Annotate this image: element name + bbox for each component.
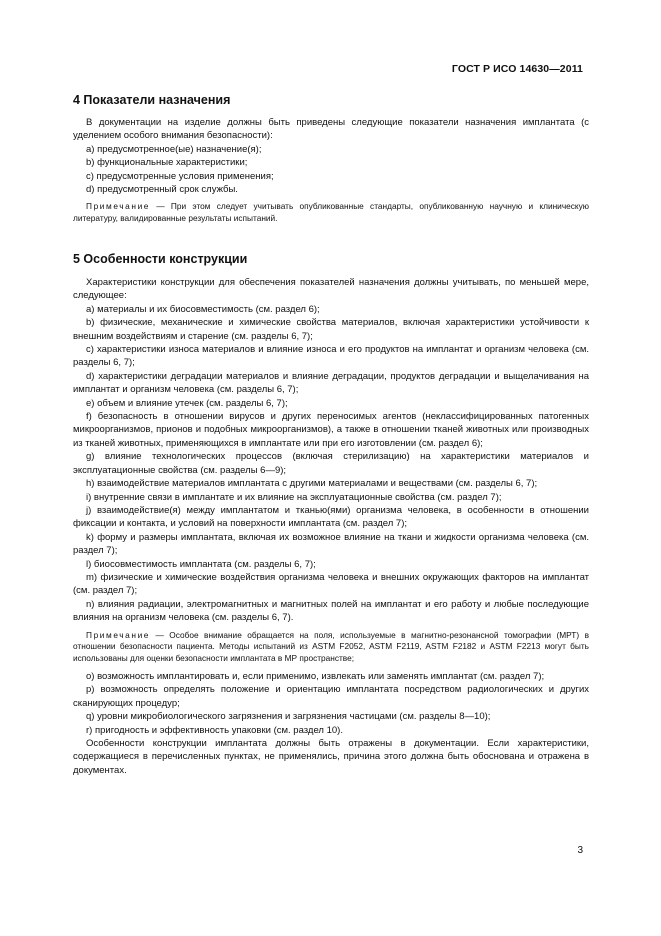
note-text: — При этом следует учитывать опубликованные стандарты, опубликованную научную и клиническую литературу, валидированные результаты испытаний. bbox=[73, 201, 589, 224]
list-item: q) уровни микробиологического загрязнения и загрязнения частицами (см. разделы 8—10); bbox=[86, 711, 491, 723]
section-5-closing: Особенности конструкции имплантата должны быть отражены в документации. Если характеристики, содержащиеся в перечисленных пунктах, не применялись, причина этого должна быть обоснована и отражена в документах. bbox=[73, 737, 589, 776]
list-item: d) предусмотренный срок службы. bbox=[86, 184, 238, 196]
list-item: r) пригодность и эффективность упаковки (см. раздел 10). bbox=[86, 724, 343, 736]
list-item: j) взаимодействие(я) между имплантатом и тканью(ями) организма человека, в особенности в отношении фиксации и контакта, и условий на поверхности имплантата (см. раздел 7); bbox=[73, 504, 589, 530]
list-item: m) физические и химические воздействия организма человека и внешних окружающих факторов на имплантат (см. раздел 7); bbox=[73, 571, 589, 597]
section-4-note bbox=[73, 201, 589, 225]
list-item: i) внутренние связи в имплантате и их влияние на эксплуатационные свойства (см. раздел 7); bbox=[86, 491, 502, 503]
section-5 bbox=[73, 252, 589, 777]
list-item: c) предусмотренные условия применения; bbox=[86, 170, 274, 182]
list-item: l) биосовместимость имплантата (см. разделы 6, 7); bbox=[86, 558, 316, 570]
section-4-title: 4 Показатели назначения bbox=[73, 93, 231, 107]
section-4-intro: В документации на изделие должны быть приведены следующие показатели назначения имплантата (с уделением особого внимания безопасности): bbox=[73, 117, 589, 142]
page-number: 3 bbox=[577, 845, 583, 856]
section-5-note bbox=[73, 630, 589, 665]
note-label: Примечание bbox=[86, 201, 151, 212]
list-item: a) предусмотренное(ые) назначение(я); bbox=[86, 143, 262, 155]
list-item: h) взаимодействие материалов имплантата с другими материалами и веществами (см. разделы 6, 7); bbox=[86, 478, 538, 490]
list-item: f) безопасность в отношении вирусов и других переносимых агентов (неклассифицированных патогенных микроорганизмов, прионов и подобных микроорганизмов), а также в отношении тканей животных или производных из тканей животных, применяющихся в имплантате или при его изготовлении (см. раздел 6); bbox=[73, 411, 589, 449]
list-item: o) возможность имплантировать и, если применимо, извлекать или заменять имплантат (см. раздел 7); bbox=[86, 670, 545, 682]
note-text: — Особое внимание обращается на поля, используемые в магнитно-резонансной томографии (МРТ) в отношении безопасности пациента. Методы испытаний из ASTM F2052, ASTM F2119, ASTM F2182 и ASTM F2213 могут быть использованы для оценки безопасности имплантата в МР пространстве; bbox=[73, 629, 589, 664]
list-item: c) характеристики износа материалов и влияние износа и его продуктов на имплантат и организм человека (см. разделы 6, 7); bbox=[73, 344, 589, 369]
note-label: Примечание bbox=[86, 629, 151, 640]
list-item: d) характеристики деградации материалов и влияние деградации, продуктов деградации и выщелачивания на имплантат и организм человека (см. разделы 6, 7); bbox=[73, 370, 589, 396]
list-item: n) влияния радиации, электромагнитных и магнитных полей на имплантат и его работу и любые последующие влияния на организм человека (см. разделы 6, 7). bbox=[73, 598, 589, 624]
list-item: b) физические, механические и химические свойства материалов, включая характеристики устойчивости к внешним воздействиям и старение (см. разделы 6, 7); bbox=[73, 317, 589, 342]
list-item: k) форму и размеры имплантата, включая их возможное влияние на ткани и жидкости организма человека (см. раздел 7); bbox=[73, 531, 589, 557]
list-item: p) возможность определять положение и ориентацию имплантата посредством радиологических и других сканирующих процедур; bbox=[73, 684, 589, 709]
list-item: a) материалы и их биосовместимость (см. раздел 6); bbox=[86, 303, 320, 315]
section-5-intro: Характеристики конструкции для обеспечения показателей назначения должны учитывать, по меньшей мере, следующее: bbox=[73, 277, 589, 302]
section-4 bbox=[73, 93, 589, 225]
list-item: e) объем и влияние утечек (см. разделы 6, 7); bbox=[86, 397, 288, 409]
document-id-header: ГОСТ Р ИСО 14630—2011 bbox=[451, 63, 583, 75]
list-item: b) функциональные характеристики; bbox=[86, 157, 248, 169]
section-5-title: 5 Особенности конструкции bbox=[73, 252, 248, 266]
list-item: g) влияние технологических процессов (включая стерилизацию) на характеристики материалов и эксплуатационные свойства (см. разделы 6—9); bbox=[73, 451, 589, 476]
